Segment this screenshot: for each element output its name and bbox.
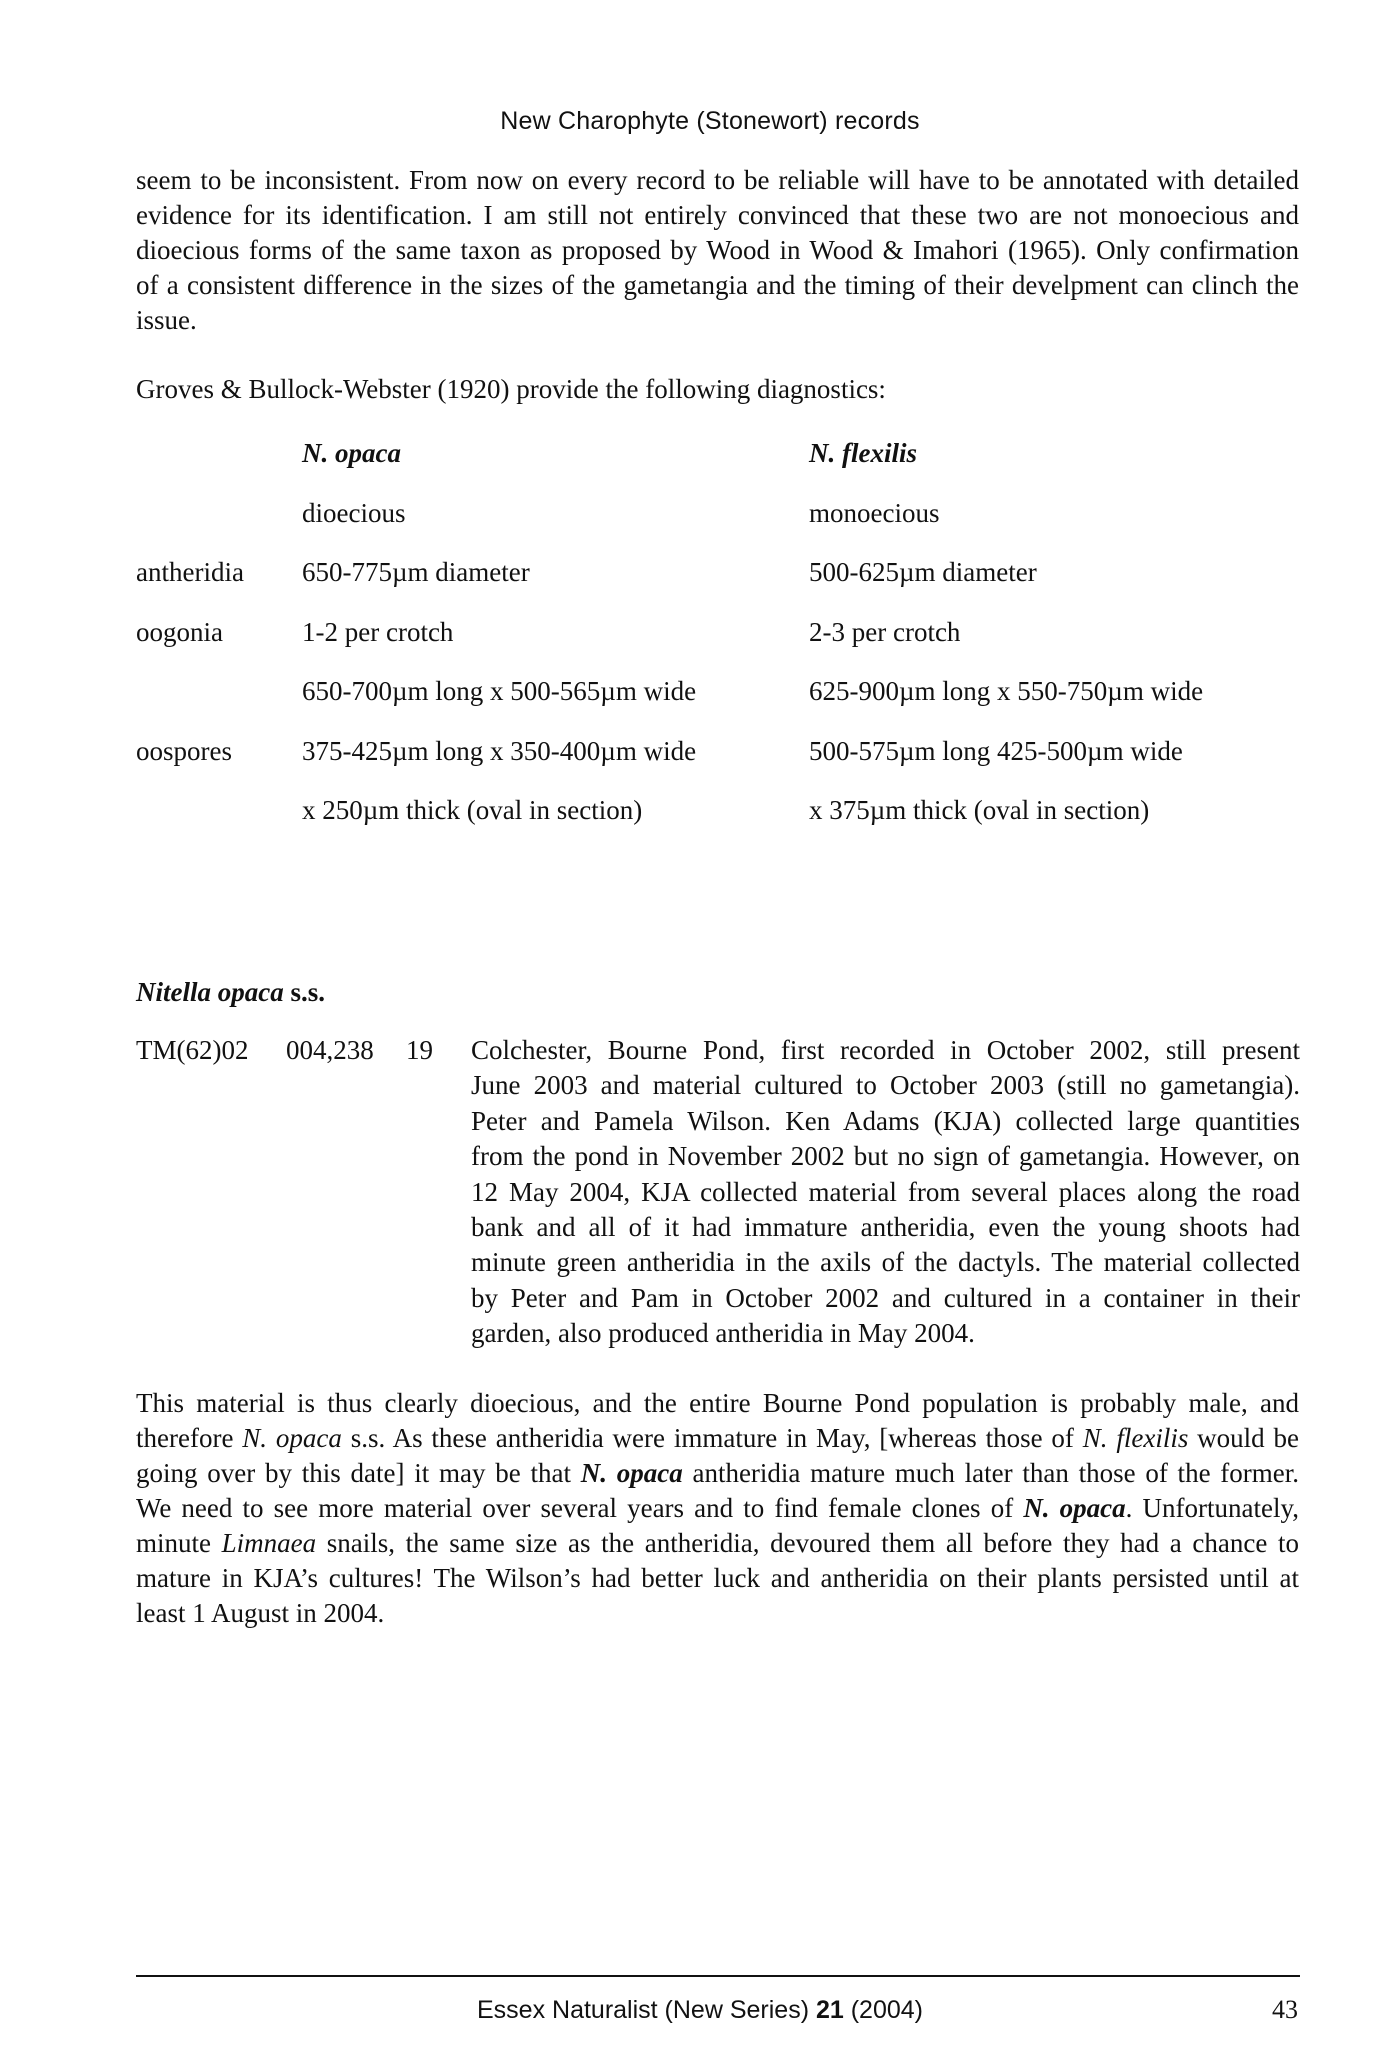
- table-row: [136, 676, 1300, 736]
- genus-name: Limnaea: [221, 1528, 317, 1558]
- text-run: snails, the same size as the antheridia, devoured them all before they had a chance to: [316, 1528, 1299, 1558]
- text-line: seem to be inconsistent. From now on every record to be reliable will have to be annotated with detailed: [136, 165, 1299, 195]
- cell-flexilis: 625-900µm long x 550-750µm wide: [809, 676, 1204, 706]
- cell-opaca: 650-700µm long x 500-565µm wide: [302, 676, 697, 706]
- text-line: June 2003 and material cultured to October 2003 (still no gametangia).: [471, 1070, 1300, 1101]
- cell-opaca: 1-2 per crotch: [302, 616, 454, 647]
- page-number: 43: [1272, 1995, 1298, 2024]
- text-line: dioecious forms of the same taxon as proposed by Wood in Wood & Imahori (1965). Only confirmation: [136, 235, 1299, 265]
- text-line: bank and all of it had immature antheridia, even the young shoots had: [471, 1212, 1300, 1243]
- text-line: by Peter and Pam in October 2002 and cultured in a container in their: [471, 1282, 1300, 1313]
- cell-flexilis: 500-575µm long 425-500µm wide: [809, 735, 1183, 766]
- table-row: [136, 498, 1300, 558]
- table-header-row: [136, 438, 1300, 498]
- footer-journal: [0, 1996, 1400, 2025]
- row-label: antheridia: [136, 557, 244, 587]
- text-line: Colchester, Bourne Pond, first recorded in October 2002, still present: [471, 1035, 1300, 1065]
- section-title-suffix: s.s.: [290, 977, 325, 1007]
- text-line: 12 May 2004, KJA collected material from several places along the road: [471, 1176, 1300, 1207]
- table-row: [136, 617, 1300, 677]
- text-run: would be: [1188, 1423, 1300, 1453]
- row-label: oogonia: [136, 616, 223, 647]
- cell-flexilis: 500-625µm diameter: [809, 557, 1037, 587]
- text-run: We need to see more material over several years and to find female clones of: [136, 1493, 1024, 1523]
- diagnostics-table: [136, 438, 1300, 855]
- record-coordinates: 004,238: [286, 1035, 374, 1065]
- cell-opaca: dioecious: [302, 497, 406, 528]
- text-run: s.s. As these antheridia were immature in May, [whereas those of: [341, 1423, 1083, 1453]
- text-run: . Unfortunately,: [1125, 1493, 1299, 1523]
- footer-rule: [136, 1975, 1300, 1977]
- table-row: [136, 736, 1300, 796]
- text-line: of a consistent difference in the sizes of the gametangia and the timing of their develpment can clinch the: [136, 270, 1299, 300]
- species-name: N. flexilis: [1082, 1423, 1189, 1453]
- text-line: minute green antheridia in the axils of the dactyls. The material collected: [471, 1247, 1300, 1278]
- table-row: [136, 557, 1300, 617]
- column-header-flexilis: N. flexilis: [809, 438, 917, 468]
- record-description: [471, 1033, 1300, 1352]
- text-line: issue.: [136, 305, 197, 335]
- running-header: New Charophyte (Stonewort) records: [500, 107, 920, 135]
- text-line: This material is thus clearly dioecious, and the entire Bourne Pond population is probably male, and: [136, 1388, 1299, 1418]
- text-line: mature in KJA’s cultures! The Wilson’s had better luck and antheridia on their plants persisted until at: [136, 1563, 1299, 1593]
- text-run: going over by this date] it may be that: [136, 1458, 581, 1488]
- paragraph-discussion: [136, 1386, 1299, 1631]
- column-header-opaca: N. opaca: [302, 438, 401, 468]
- cell-opaca: x 250µm thick (oval in section): [302, 795, 643, 825]
- species-name: N. opaca: [1023, 1493, 1126, 1523]
- text-run: antheridia mature much later than those of the former.: [682, 1458, 1300, 1488]
- volume-number: 21: [815, 1996, 844, 2024]
- record-code: 19: [406, 1035, 433, 1065]
- cell-flexilis: monoecious: [809, 497, 940, 528]
- section-title: [136, 977, 325, 1008]
- text-line: Peter and Pamela Wilson. Ken Adams (KJA) collected large quantities: [471, 1105, 1300, 1136]
- text-line: [136, 1526, 1299, 1561]
- text-line: evidence for its identification. I am still not entirely convinced that these two are not monoecious and: [136, 200, 1299, 230]
- text-line: garden, also produced antheridia in May 2004.: [471, 1318, 975, 1349]
- text-line: [136, 1421, 1299, 1456]
- table-row: [136, 795, 1300, 855]
- section-title-genus: Nitella: [136, 977, 211, 1007]
- record-grid-ref: TM(62)02: [136, 1035, 249, 1065]
- section-title-species: opaca: [217, 977, 284, 1007]
- species-name: N. opaca: [242, 1423, 342, 1453]
- row-label: oospores: [136, 735, 232, 766]
- diagnostics-intro: Groves & Bullock-Webster (1920) provide the following diagnostics:: [136, 374, 886, 404]
- text-line: [136, 1456, 1299, 1491]
- journal-year: (2004): [843, 1996, 923, 2024]
- text-line: [136, 1491, 1299, 1526]
- journal-name: Essex Naturalist (New Series): [476, 1996, 816, 2024]
- species-name: N. opaca: [580, 1458, 683, 1488]
- text-line: from the pond in November 2002 but no sign of gametangia. However, on: [471, 1141, 1300, 1172]
- cell-flexilis: x 375µm thick (oval in section): [809, 795, 1150, 825]
- cell-opaca: 650-775µm diameter: [302, 557, 530, 587]
- cell-opaca: 375-425µm long x 350-400µm wide: [302, 735, 697, 766]
- paragraph-intro: [136, 163, 1299, 338]
- text-run: therefore: [136, 1423, 243, 1453]
- text-line: least 1 August in 2004.: [136, 1598, 385, 1628]
- cell-flexilis: 2-3 per crotch: [809, 616, 961, 647]
- text-run: minute: [136, 1528, 222, 1558]
